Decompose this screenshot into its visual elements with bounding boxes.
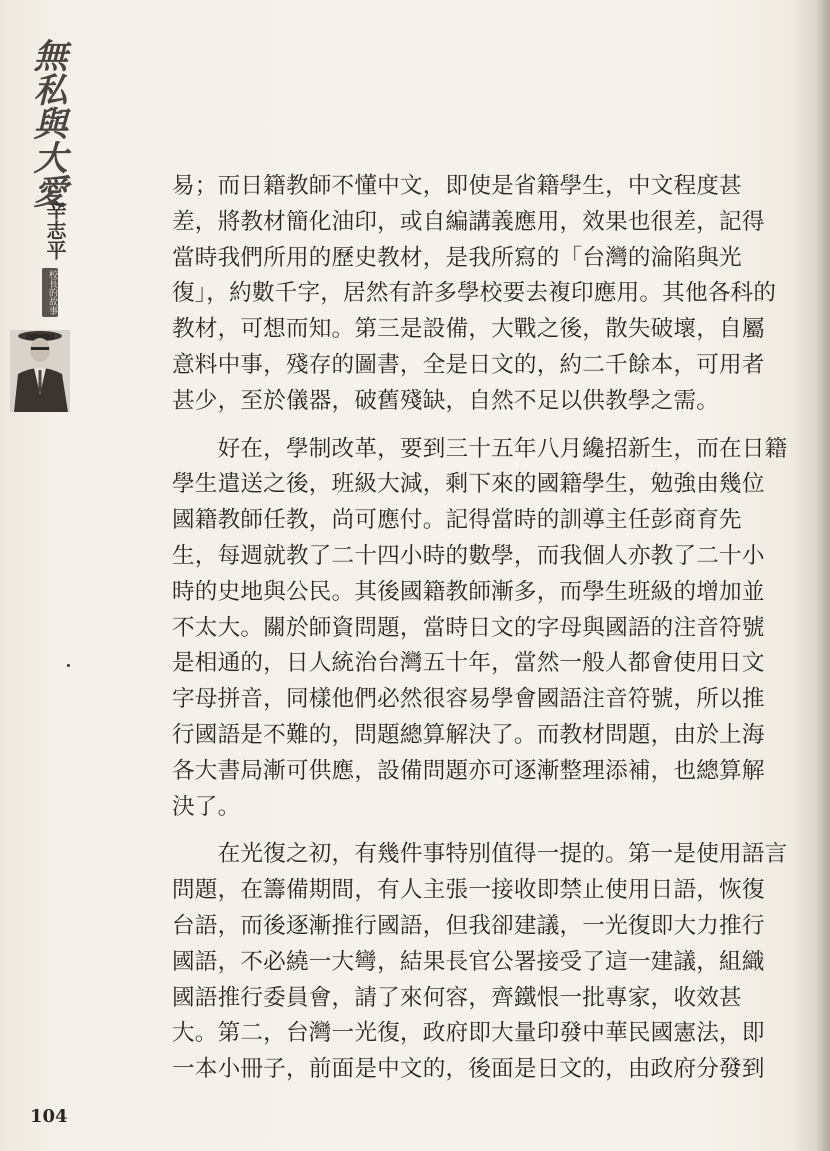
text-line: 好在，學制改革，要到三十五年八月纔招新生，而在日籍 xyxy=(172,435,788,462)
text-line: 差，將教材簡化油印，或自編講義應用，效果也很差，記得 xyxy=(172,208,765,235)
text-line: 不太大。關於師資問題，當時日文的字母與國語的注音符號 xyxy=(172,614,765,641)
paragraph xyxy=(172,432,788,826)
text-line: 一本小冊子，前面是中文的，後面是日文的，由政府分發到 xyxy=(172,1056,765,1083)
book-title-vertical: 無私與大愛 xyxy=(27,38,67,208)
text-line: 甚少，至於儀器，破舊殘缺，自然不足以供教學之需。 xyxy=(172,387,720,414)
text-line: 決了。 xyxy=(172,793,241,820)
text-line: 學生遣送之後，班級大減，剩下來的國籍學生，勉強由幾位 xyxy=(172,471,765,498)
text-line: 在光復之初，有幾件事特別值得一提的。第一是使用語言 xyxy=(172,841,788,868)
text-line: 教材，可想而知。第三是設備，大戰之後，散失破壞，自屬 xyxy=(172,316,765,343)
series-tag: 校長的故事 xyxy=(42,268,58,317)
paragraph xyxy=(172,169,777,420)
text-line: 各大書局漸可供應，設備問題亦可逐漸整理添補，也總算解 xyxy=(172,757,765,784)
text-line: 當時我們所用的歷史教材，是我所寫的「台灣的淪陷與光 xyxy=(172,244,742,271)
author-name-vertical: 辛志平 xyxy=(43,200,67,260)
text-line: 大。第二，台灣一光復，政府即大量印發中華民國憲法，即 xyxy=(172,1020,765,1047)
text-line: 字母拼音，同樣他們必然很容易學會國語注音符號，所以推 xyxy=(172,686,765,713)
paragraph xyxy=(172,837,788,1088)
page-number: 104 xyxy=(30,1106,68,1127)
text-line: 復」，約數千字，居然有許多學校要去複印應用。其他各科的 xyxy=(172,280,777,307)
text-line: 時的史地與公民。其後國籍教師漸多，而學生班級的增加並 xyxy=(172,578,765,605)
body-text xyxy=(172,169,788,1100)
text-line: 國語推行委員會，請了來何容，齊鐵恨一批專家，收效甚 xyxy=(172,984,742,1011)
text-line: 行國語是不難的，問題總算解決了。而教材問題，由於上海 xyxy=(172,721,765,748)
text-line: 台語，而後逐漸推行國語，但我卻建議，一光復即大力推行 xyxy=(172,912,765,939)
text-line: 是相通的，日人統治台灣五十年，當然一般人都會使用日文 xyxy=(172,650,765,677)
text-line: 問題，在籌備期間，有人主張一接收即禁止使用日語，恢復 xyxy=(172,877,765,904)
text-line: 意料中事，殘存的圖書，全是日文的，約二千餘本，可用者 xyxy=(172,351,765,378)
author-portrait-image xyxy=(10,330,70,412)
text-line: 國籍教師任教，尚可應付。記得當時的訓導主任彭商育先 xyxy=(172,507,742,534)
print-speck xyxy=(67,664,70,667)
text-line: 國語，不必繞一大彎，結果長官公署接受了這一建議，組織 xyxy=(172,948,765,975)
page-binding-shadow xyxy=(816,0,830,1151)
text-line: 易；而日籍教師不懂中文，即使是省籍學生，中文程度甚 xyxy=(172,173,742,199)
text-line: 生，每週就教了二十四小時的數學，而我個人亦教了二十小 xyxy=(172,542,765,569)
